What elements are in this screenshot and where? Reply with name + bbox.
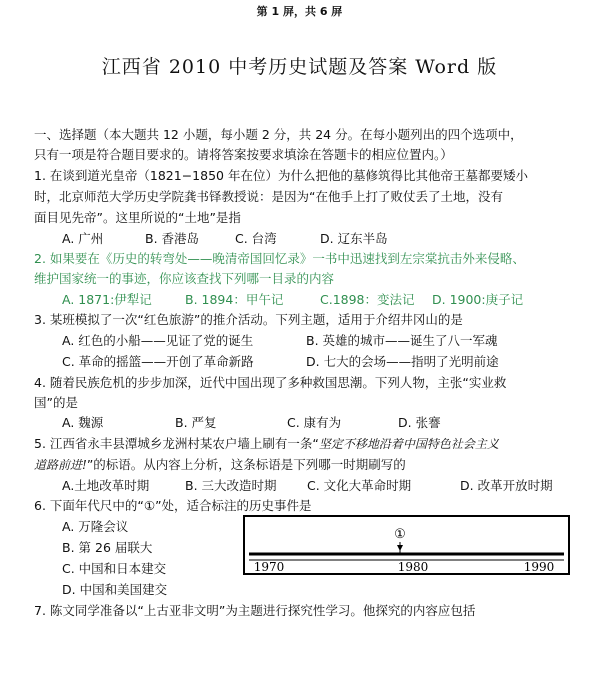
q4-option-b: B. 严复: [175, 415, 217, 430]
q6-line-1: 6. 下面年代尺中的“①”处，适合标注的历史事件是: [34, 498, 312, 513]
q1-line-3: 面目见先帝”。这里所说的“土地”是指: [34, 210, 241, 225]
q7-line-1: 7. 陈文同学准备以“上古亚非文明”为主题进行探究性学习。他探究的内容应包括: [34, 603, 476, 618]
q5-line-1-text: 5. 江西省永丰县潭城乡龙洲村某农户墙上刷有一条“: [34, 436, 319, 451]
q3-option-b: B. 英雄的城市——诞生了八一军魂: [306, 333, 498, 348]
q2-line-1: 2. 如果要在《历史的转弯处——晚清帝国回忆录》一书中迅速找到左宗棠抗击外来侵略、: [34, 251, 525, 266]
q2-line-2: 维护国家统一的事迹，你应该查找下列哪一目录的内容: [34, 271, 335, 286]
q4-option-c: C. 康有为: [287, 415, 342, 430]
section-intro-line-1: 一、选择题（本大题共 12 小题，每小题 2 分，共 24 分。在每小题列出的四个选项中，: [34, 127, 523, 142]
q2-option-b: B. 1894：甲午记: [185, 292, 284, 307]
q5-option-d: D. 改革开放时期: [460, 478, 553, 493]
q4-option-d: D. 张謇: [398, 415, 441, 430]
timeline-marker-arrow: [397, 545, 403, 551]
q1-line-1: 1. 在谈到道光皇帝（1821−1850 年在位）为什么把他的墓修筑得比其他帝王墓都要矮小: [34, 168, 528, 183]
q6-option-a: A. 万隆会议: [62, 519, 129, 534]
q5-line-2: [34, 455, 406, 473]
q5-option-b: B. 三大改造时期: [185, 478, 277, 493]
q3-line-1: 3. 某班模拟了一次“红色旅游”的推介活动。下列主题，适用于介绍井冈山的是: [34, 312, 463, 327]
q1-option-c: C. 台湾: [235, 231, 277, 246]
q2-option-a: A. 1871:伊犁记: [62, 292, 152, 307]
q1-option-b: B. 香港岛: [145, 231, 200, 246]
q4-line-2: 国”的是: [34, 395, 78, 410]
q6-option-b: B. 第 26 届联大: [62, 540, 153, 555]
section-intro-line-2: 只有一项是符合题目要求的。请将答案按要求填涂在答题卡的相应位置内。）: [34, 147, 453, 162]
page-counter: 第 1 屏，共 6 屏: [256, 5, 343, 18]
q1-line-2: 时，北京师范大学历史学院龚书铎教授说：是因为“在他手上打了败仗丢了土地，没有: [34, 189, 503, 204]
q1-option-d: D. 辽东半岛: [320, 231, 388, 246]
q1-option-a: A. 广州: [62, 231, 104, 246]
q5-line-1: [34, 434, 499, 452]
timeline-marker: ①: [394, 527, 406, 542]
q4-option-a: A. 魏源: [62, 415, 104, 430]
timeline-year-1980: 1980: [397, 560, 429, 573]
q3-option-d: D. 七大的会场——指明了光明前途: [306, 354, 499, 369]
q4-line-1: 4. 随着民族危机的步步加深，近代中国出现了多种救国思潮。下列人物，主张“实业救: [34, 375, 507, 390]
q5-line-2-text: ”的标语。从内容上分析，这条标语是下列哪一时期刷写的: [86, 457, 406, 472]
q5-slogan-part-1: 坚定不移地沿着中国特色社会主义: [318, 437, 499, 451]
timeline-graphic: [245, 517, 568, 573]
page-title: 江西省 2010 中考历史试题及答案 Word 版: [101, 56, 498, 78]
timeline-year-1970: 1970: [253, 560, 285, 573]
q3-option-a: A. 红色的小船——见证了党的诞生: [62, 333, 254, 348]
q2-option-d: D. 1900:庚子记: [432, 292, 524, 307]
q5-slogan-part-2: 道路前进!: [34, 458, 87, 472]
q6-option-c: C. 中国和日本建交: [62, 561, 167, 576]
q3-option-c: C. 革命的摇篮——开创了革命新路: [62, 354, 254, 369]
timeline-year-1990: 1990: [523, 560, 555, 573]
q5-option-c: C. 文化大革命时期: [307, 478, 412, 493]
q5-option-a: A.土地改革时期: [62, 478, 150, 493]
q2-option-c: C.1898：变法记: [320, 292, 415, 307]
timeline-ruler: [243, 515, 570, 575]
q6-option-d: D. 中国和美国建交: [62, 582, 168, 597]
